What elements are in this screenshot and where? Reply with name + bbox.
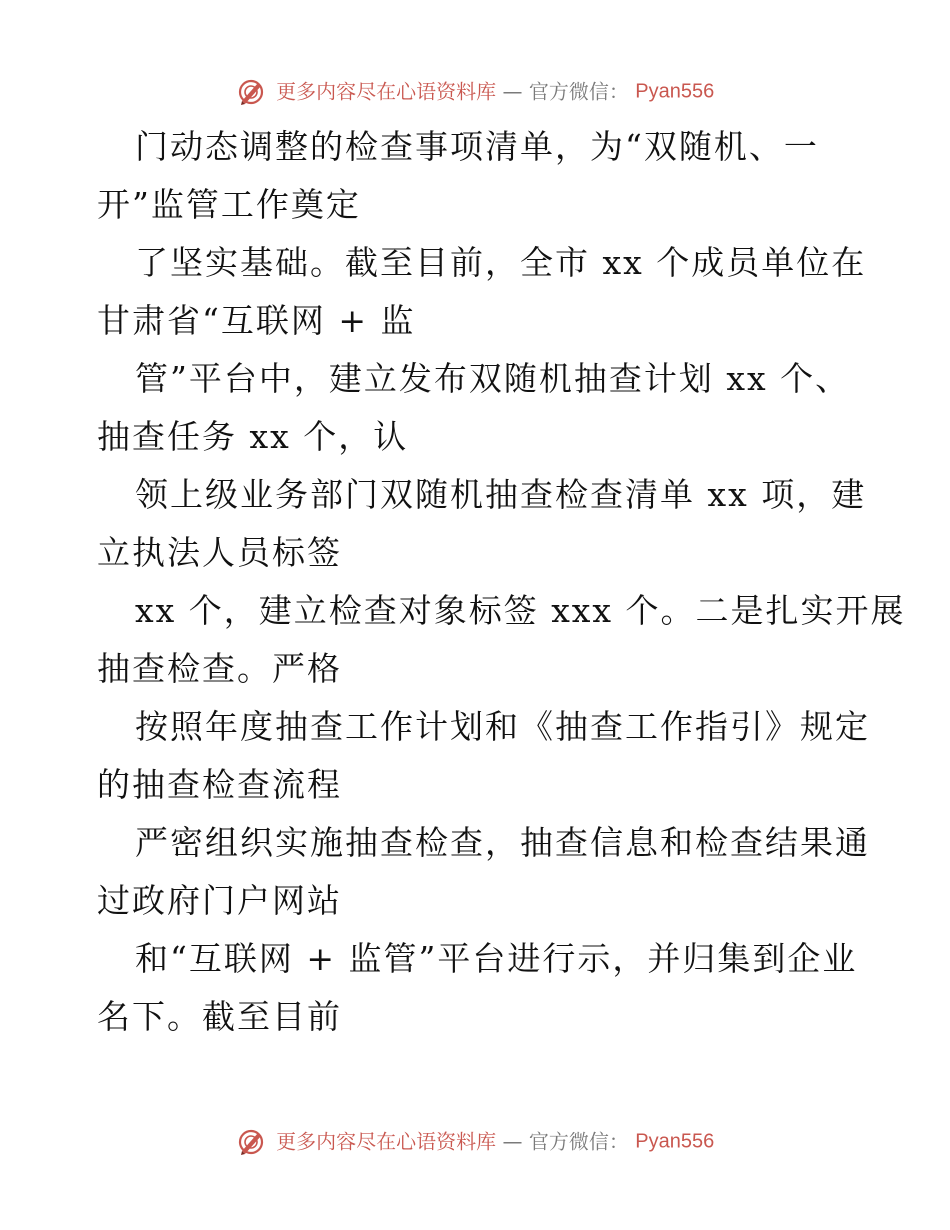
text-line: 严密组织实施抽查检查，抽查信息和检查结果通 (135, 823, 870, 862)
header-dash: — (502, 79, 523, 104)
pen-circle-logo-icon (236, 1127, 266, 1157)
text-line: 按照年度抽查工作计划和《抽查工作指引》规定 (135, 707, 870, 746)
header-wechat-label: 官方微信： (528, 79, 629, 104)
text-line: 领上级业务部门双随机抽查检查清单 xx 项，建 (135, 475, 867, 514)
header-banner (0, 75, 950, 107)
footer-banner (0, 1125, 950, 1157)
text-line: 门动态调整的检查事项清单，为“双随机、一 (135, 127, 819, 166)
footer-dash: — (502, 1129, 523, 1154)
document-body (97, 118, 906, 1046)
text-line: 过政府门户网站 (97, 881, 342, 920)
text-line: 甘肃省“互联网 + 监 (97, 301, 416, 340)
text-line: 管”平台中，建立发布双随机抽查计划 xx 个、 (135, 359, 851, 398)
footer-wechat-account: Pyan556 (635, 1130, 715, 1153)
footer-wechat-label: 官方微信： (528, 1129, 629, 1154)
text-line: 的抽查检查流程 (97, 765, 342, 804)
footer-site-name: 更多内容尽在心语资料库 (276, 1129, 497, 1154)
text-line: 抽查任务 xx 个，认 (97, 417, 409, 456)
header-wechat-account: Pyan556 (635, 80, 715, 103)
header-site-name: 更多内容尽在心语资料库 (276, 79, 497, 104)
text-line: 开”监管工作奠定 (97, 185, 361, 224)
text-line: 和“互联网 + 监管”平台进行示，并归集到企业 (135, 939, 858, 978)
pen-circle-logo-icon (236, 77, 266, 107)
text-line: 抽查检查。严格 (97, 649, 342, 688)
text-line: 立执法人员标签 (97, 533, 342, 572)
text-line: 名下。截至目前 (97, 997, 342, 1036)
text-line: 了坚实基础。截至目前，全市 xx 个成员单位在 (135, 243, 867, 282)
text-line: xx 个，建立检查对象标签 xxx 个。二是扎实开展 (135, 591, 906, 630)
